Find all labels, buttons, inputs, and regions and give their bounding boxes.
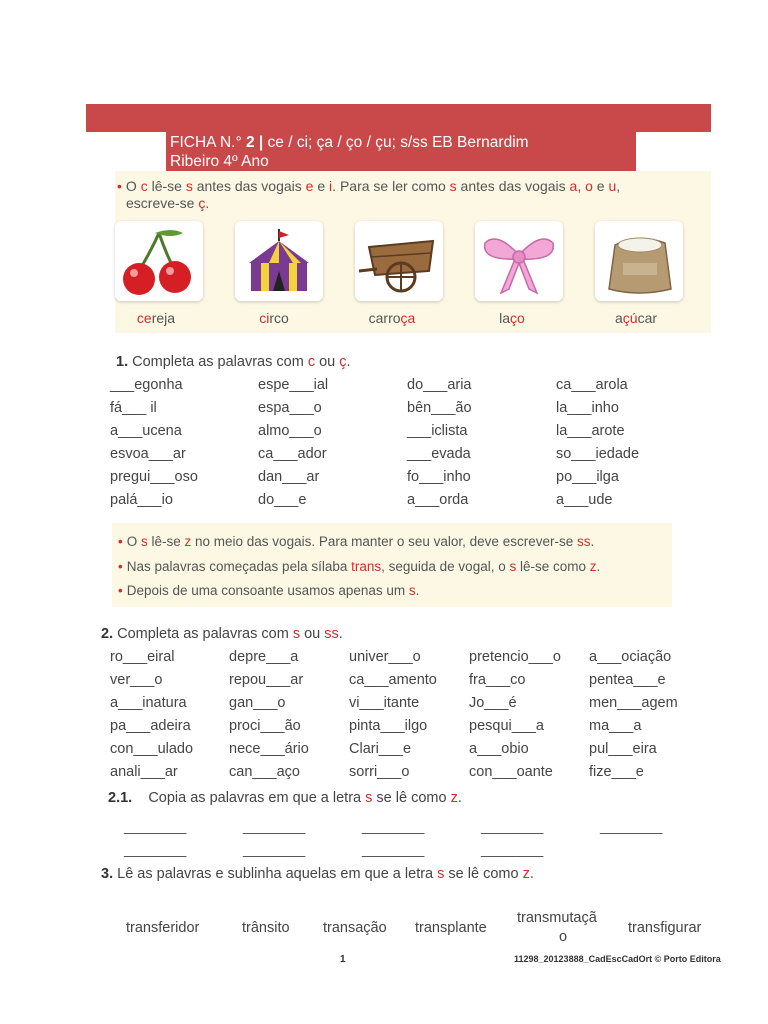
rule-text: O bbox=[126, 534, 141, 549]
title-line2: Ribeiro 4º Ano bbox=[170, 153, 269, 170]
sugar-sack-icon bbox=[595, 221, 683, 301]
rule-text: lê-se bbox=[147, 178, 186, 194]
fill-in-word[interactable]: con___oante bbox=[469, 764, 553, 780]
word-transplante[interactable]: transplante bbox=[415, 920, 487, 936]
fill-in-word[interactable]: ca___ador bbox=[258, 446, 327, 462]
fill-in-word[interactable]: a___obio bbox=[469, 741, 529, 757]
caption-circo: circo bbox=[259, 310, 289, 326]
answer-line[interactable]: ________ bbox=[481, 818, 544, 834]
title-text: ce / ci; ça / ço / çu; s/ss EB Bernardim bbox=[267, 134, 529, 151]
highlight-text: s bbox=[185, 178, 193, 194]
caption-laco: laço bbox=[499, 310, 525, 326]
highlight-text: s bbox=[449, 178, 457, 194]
highlight-text: u bbox=[608, 178, 617, 194]
rule-text: antes das vogais bbox=[456, 178, 570, 194]
rule-text: , seguida de vogal, o bbox=[381, 559, 510, 574]
fill-in-word[interactable]: dan___ar bbox=[258, 469, 320, 485]
cherries-icon bbox=[115, 221, 203, 301]
fill-in-word[interactable]: la___inho bbox=[556, 400, 619, 416]
bullet-icon: • bbox=[118, 559, 123, 574]
fill-in-word[interactable]: do___e bbox=[258, 492, 307, 508]
fill-in-word[interactable]: gan___o bbox=[229, 695, 286, 711]
fill-in-word[interactable]: vi___itante bbox=[349, 695, 420, 711]
fill-in-word[interactable]: con___ulado bbox=[110, 741, 194, 757]
fill-in-word[interactable]: pa___adeira bbox=[110, 718, 191, 734]
fill-in-word[interactable]: fá___ il bbox=[110, 400, 157, 416]
circus-tent-icon bbox=[235, 221, 323, 301]
fill-in-word[interactable]: espe___ial bbox=[258, 377, 329, 393]
rule-text: , bbox=[616, 178, 621, 194]
fill-in-word[interactable]: ro___eiral bbox=[110, 649, 175, 665]
fill-in-word[interactable]: ma___a bbox=[589, 718, 642, 734]
fill-in-word[interactable]: fo___inho bbox=[407, 469, 471, 485]
fill-in-word[interactable]: a___ociação bbox=[589, 649, 672, 665]
rule-text: escreve-se bbox=[126, 195, 199, 211]
cart-icon bbox=[355, 221, 443, 301]
exercise-2-title: 2. Completa as palavras com s ou ss. bbox=[101, 626, 343, 642]
fill-in-word[interactable]: la___arote bbox=[556, 423, 625, 439]
sugar-sack-image bbox=[595, 221, 683, 301]
highlight-text: ç bbox=[198, 195, 206, 211]
fill-in-word[interactable]: can___aço bbox=[229, 764, 300, 780]
rule-text: lê-se como bbox=[516, 559, 590, 574]
answer-line[interactable]: ________ bbox=[124, 841, 187, 857]
caption-carroca: carroça bbox=[368, 310, 416, 326]
rule-text: . bbox=[415, 583, 420, 598]
fill-in-word[interactable]: anali___ar bbox=[110, 764, 178, 780]
bow-icon bbox=[475, 221, 563, 301]
fill-in-word[interactable]: univer___o bbox=[349, 649, 421, 665]
fill-in-word[interactable]: a___ucena bbox=[110, 423, 182, 439]
rule-text bbox=[117, 178, 697, 212]
rule-text: . bbox=[205, 195, 210, 211]
highlight-text: trans bbox=[351, 559, 382, 574]
highlight-text: a bbox=[569, 178, 578, 194]
footer-code: 11298_20123888_CadEscCadOrt © Porto Editora bbox=[514, 954, 721, 964]
word-transito[interactable]: trânsito bbox=[242, 920, 290, 936]
answer-line[interactable]: ________ bbox=[243, 818, 306, 834]
fill-in-word[interactable]: ver___o bbox=[110, 672, 163, 688]
answer-line[interactable]: ________ bbox=[481, 841, 544, 857]
fill-in-word[interactable]: a___ude bbox=[556, 492, 613, 508]
rule-text: e bbox=[313, 178, 330, 194]
exercise-3-title: 3. Lê as palavras e sublinha aquelas em que a letra s se lê como z. bbox=[101, 866, 534, 882]
fill-in-word[interactable]: po___ilga bbox=[556, 469, 619, 485]
word-transmutacao[interactable]: transmutaçã bbox=[517, 910, 597, 926]
rule-text: . bbox=[590, 534, 595, 549]
highlight-text: s bbox=[509, 559, 517, 574]
rule-text: lê-se bbox=[147, 534, 185, 549]
fill-in-word[interactable]: pentea___e bbox=[589, 672, 666, 688]
bullet-icon: • bbox=[117, 178, 122, 194]
fill-in-word[interactable]: ca___amento bbox=[349, 672, 437, 688]
page-number: 1 bbox=[340, 954, 346, 965]
rule-text: Depois de uma consoante usamos apenas um bbox=[126, 583, 409, 598]
highlight-text: z bbox=[184, 534, 192, 549]
fill-in-word[interactable]: pinta___ilgo bbox=[349, 718, 428, 734]
fill-in-word[interactable]: repou___ar bbox=[229, 672, 304, 688]
bullet-icon: • bbox=[118, 583, 123, 598]
cart-image bbox=[355, 221, 443, 301]
title-number: 2 | bbox=[245, 134, 264, 151]
rule-text: . Para se ler como bbox=[332, 178, 450, 194]
fill-in-word[interactable]: pregui___oso bbox=[110, 469, 198, 485]
highlight-text: i bbox=[329, 178, 333, 194]
header-bar bbox=[86, 104, 711, 132]
fill-in-word[interactable]: bên___ão bbox=[407, 400, 472, 416]
rule-text: antes das vogais bbox=[192, 178, 306, 194]
caption-acucar: açúcar bbox=[614, 310, 658, 326]
fill-in-word[interactable]: ca___arola bbox=[556, 377, 628, 393]
rule-box-cedilla bbox=[115, 171, 711, 333]
fill-in-word[interactable]: fize___e bbox=[589, 764, 644, 780]
fill-in-word[interactable]: pul___eira bbox=[589, 741, 657, 757]
highlight-text: ss bbox=[576, 534, 591, 549]
fill-in-word[interactable]: fra___co bbox=[469, 672, 526, 688]
fill-in-word[interactable]: ___iclista bbox=[407, 423, 468, 439]
highlight-text: s bbox=[408, 583, 416, 598]
rule-text: e bbox=[592, 178, 609, 194]
rule-text: no meio das vogais. Para manter o seu valor, deve escrever-se bbox=[191, 534, 577, 549]
answer-line[interactable]: ________ bbox=[362, 818, 425, 834]
word-transfigurar[interactable]: transfigurar bbox=[628, 920, 702, 936]
rule-text: , bbox=[577, 178, 586, 194]
cherries-image bbox=[115, 221, 203, 301]
bullet-icon: • bbox=[118, 534, 123, 549]
fill-in-word[interactable]: men___agem bbox=[589, 695, 678, 711]
title-prefix: FICHA N.° bbox=[170, 134, 242, 151]
answer-line[interactable]: ________ bbox=[124, 818, 187, 834]
fill-in-word[interactable]: do___aria bbox=[407, 377, 472, 393]
fill-in-word[interactable]: almo___o bbox=[258, 423, 322, 439]
fill-in-word[interactable]: pesqui___a bbox=[469, 718, 544, 734]
word-transmutacao-end[interactable]: o bbox=[559, 929, 568, 945]
fill-in-word[interactable]: Clari___e bbox=[349, 741, 412, 757]
fill-in-word[interactable]: a___orda bbox=[407, 492, 469, 508]
fill-in-word[interactable]: ___egonha bbox=[110, 377, 183, 393]
fill-in-word[interactable]: esvoa___ar bbox=[110, 446, 186, 462]
exercise-1-title: 1. Completa as palavras com c ou ç. bbox=[116, 354, 351, 370]
circus-tent-image bbox=[235, 221, 323, 301]
highlight-text: z bbox=[589, 559, 597, 574]
word-transacao[interactable]: transação bbox=[323, 920, 387, 936]
rule-text: Nas palavras começadas pela sílaba bbox=[126, 559, 352, 574]
exercise-2-1-title: 2.1. Copia as palavras em que a letra s se lê como z. bbox=[108, 790, 462, 806]
highlight-text: e bbox=[305, 178, 314, 194]
rule-box-s-ss bbox=[112, 523, 672, 607]
highlight-text: s bbox=[141, 534, 148, 549]
fill-in-word[interactable]: so___iedade bbox=[556, 446, 640, 462]
fill-in-word[interactable]: Jo___é bbox=[469, 695, 517, 711]
fill-in-word[interactable]: nece___ário bbox=[229, 741, 309, 757]
highlight-text: o bbox=[585, 178, 593, 194]
highlight-text: c bbox=[140, 178, 148, 194]
page-title bbox=[166, 131, 636, 171]
answer-line[interactable]: ________ bbox=[243, 841, 306, 857]
fill-in-word[interactable]: espa___o bbox=[258, 400, 322, 416]
fill-in-word[interactable]: palá___io bbox=[110, 492, 173, 508]
fill-in-word[interactable]: ___evada bbox=[407, 446, 471, 462]
rule-text: O bbox=[125, 178, 141, 194]
fill-in-word[interactable]: depre___a bbox=[229, 649, 299, 665]
answer-line[interactable]: ________ bbox=[362, 841, 425, 857]
word-transferidor[interactable]: transferidor bbox=[126, 920, 200, 936]
fill-in-word[interactable]: a___inatura bbox=[110, 695, 187, 711]
rule-text: . bbox=[596, 559, 601, 574]
bow-image bbox=[475, 221, 563, 301]
fill-in-word[interactable]: proci___ão bbox=[229, 718, 301, 734]
fill-in-word[interactable]: pretencio___o bbox=[469, 649, 561, 665]
caption-cereja: cereja bbox=[136, 310, 176, 326]
fill-in-word[interactable]: sorri___o bbox=[349, 764, 410, 780]
answer-line[interactable]: ________ bbox=[600, 818, 663, 834]
